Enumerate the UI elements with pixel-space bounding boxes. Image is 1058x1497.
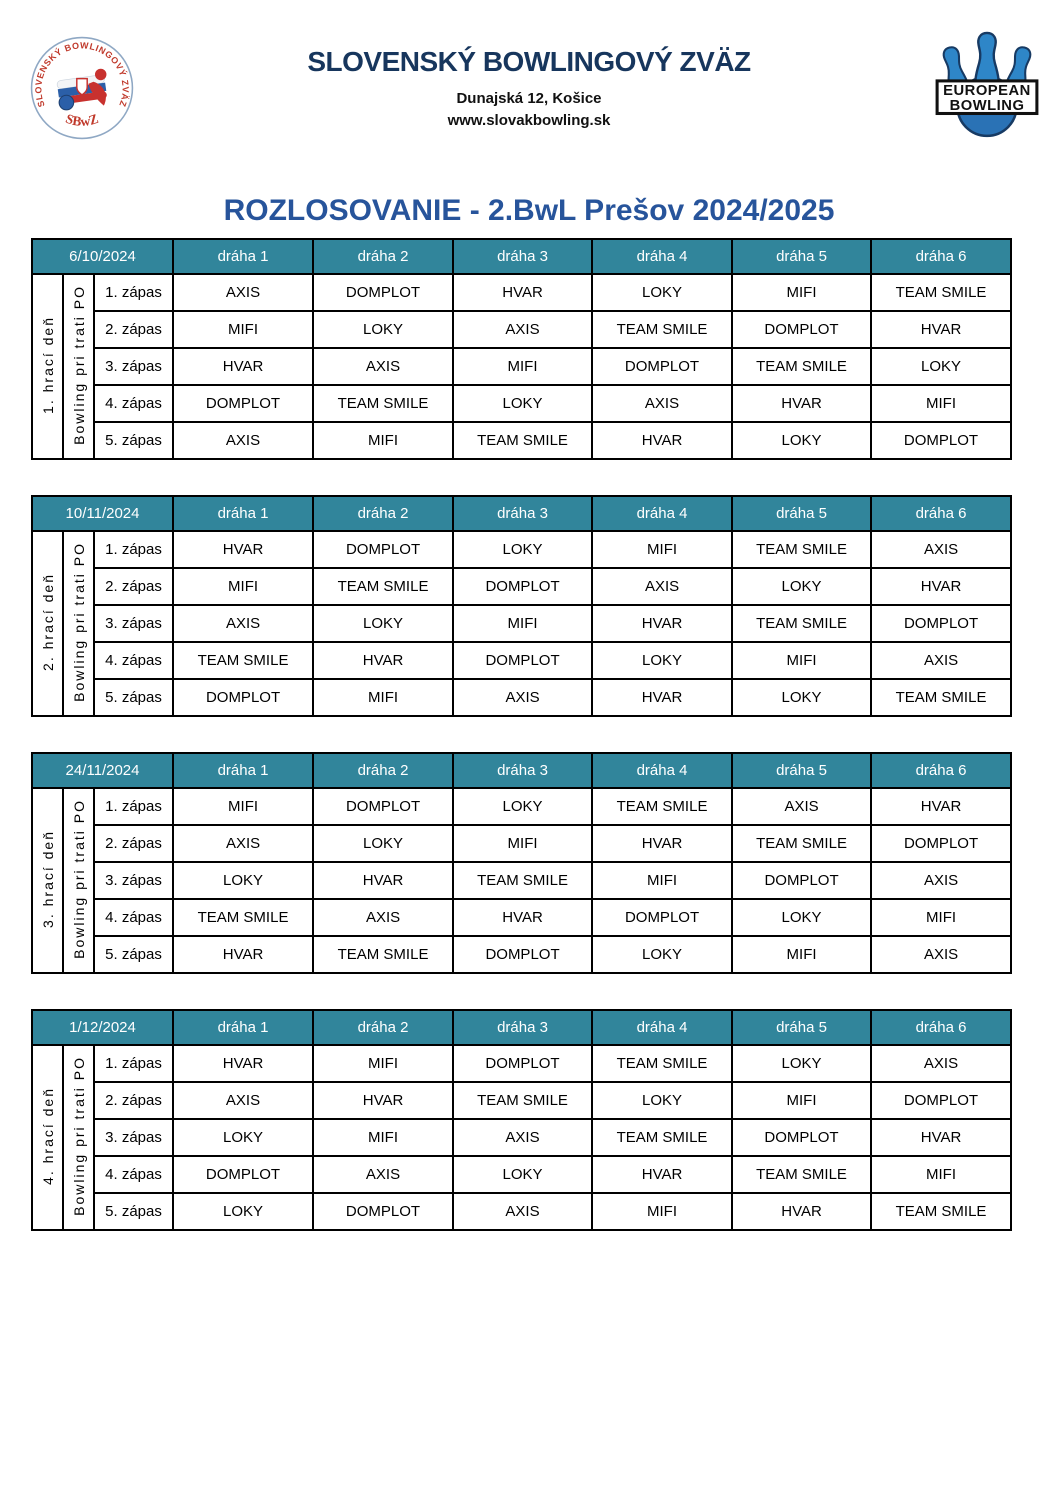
day-label-text: 4. hrací deň: [39, 1086, 56, 1185]
team-cell: AXIS: [453, 679, 592, 716]
team-cell: AXIS: [173, 1082, 313, 1119]
team-cell: HVAR: [732, 385, 871, 422]
match-label: 1. zápas: [94, 531, 173, 568]
team-cell: TEAM SMILE: [732, 348, 871, 385]
team-cell: TEAM SMILE: [732, 531, 871, 568]
team-cell: DOMPLOT: [871, 422, 1011, 459]
match-label: 5. zápas: [94, 1193, 173, 1230]
team-cell: DOMPLOT: [732, 862, 871, 899]
european-bowling-label: [937, 81, 1037, 114]
match-label: 2. zápas: [94, 311, 173, 348]
team-cell: LOKY: [592, 642, 732, 679]
lane-header: dráha 6: [871, 239, 1011, 274]
lane-header: dráha 1: [173, 1010, 313, 1045]
eb-line1: EUROPEAN: [943, 83, 1031, 100]
team-cell: AXIS: [592, 385, 732, 422]
team-cell: AXIS: [871, 862, 1011, 899]
team-cell: DOMPLOT: [173, 1156, 313, 1193]
match-label: 1. zápas: [94, 788, 173, 825]
team-cell: AXIS: [453, 311, 592, 348]
team-cell: TEAM SMILE: [313, 936, 453, 973]
european-bowling-logo: [931, 28, 1043, 144]
team-cell: MIFI: [453, 348, 592, 385]
team-cell: LOKY: [453, 385, 592, 422]
lane-header: dráha 6: [871, 496, 1011, 531]
lane-header: dráha 4: [592, 496, 732, 531]
team-cell: TEAM SMILE: [871, 679, 1011, 716]
match-label: 3. zápas: [94, 348, 173, 385]
match-label: 3. zápas: [94, 605, 173, 642]
lane-header: dráha 3: [453, 1010, 592, 1045]
team-cell: DOMPLOT: [313, 274, 453, 311]
team-cell: TEAM SMILE: [453, 422, 592, 459]
team-cell: MIFI: [313, 422, 453, 459]
sbwz-ring-text: SLOVENSKÝ BOWLINGOVÝ ZVÄZ: [33, 40, 131, 109]
team-cell: TEAM SMILE: [592, 788, 732, 825]
team-cell: DOMPLOT: [313, 788, 453, 825]
venue-label-text: Bowling pri trati PO: [70, 541, 87, 702]
team-cell: AXIS: [871, 1045, 1011, 1082]
date-cell: 6/10/2024: [32, 239, 173, 274]
lane-header: dráha 6: [871, 753, 1011, 788]
team-cell: AXIS: [592, 568, 732, 605]
team-cell: MIFI: [313, 1119, 453, 1156]
venue-label-text: Bowling pri trati PO: [70, 1055, 87, 1216]
lane-header: dráha 2: [313, 239, 453, 274]
team-cell: HVAR: [732, 1193, 871, 1230]
team-cell: MIFI: [453, 825, 592, 862]
team-cell: HVAR: [871, 788, 1011, 825]
venue-label: [63, 788, 94, 973]
lane-header: dráha 4: [592, 753, 732, 788]
team-cell: HVAR: [592, 605, 732, 642]
day-label: [32, 788, 63, 973]
team-cell: HVAR: [173, 531, 313, 568]
match-label: 2. zápas: [94, 825, 173, 862]
team-cell: HVAR: [592, 825, 732, 862]
team-cell: HVAR: [173, 1045, 313, 1082]
team-cell: AXIS: [871, 642, 1011, 679]
team-cell: DOMPLOT: [871, 1082, 1011, 1119]
team-cell: AXIS: [173, 605, 313, 642]
team-cell: LOKY: [453, 531, 592, 568]
match-label: 1. zápas: [94, 274, 173, 311]
org-website: www.slovakbowling.sk: [447, 112, 611, 129]
lane-header: dráha 5: [732, 1010, 871, 1045]
date-cell: 1/12/2024: [32, 1010, 173, 1045]
team-cell: DOMPLOT: [871, 825, 1011, 862]
team-cell: MIFI: [732, 1082, 871, 1119]
team-cell: HVAR: [453, 274, 592, 311]
team-cell: LOKY: [592, 1082, 732, 1119]
team-cell: MIFI: [871, 899, 1011, 936]
team-cell: MIFI: [592, 1193, 732, 1230]
lane-header: dráha 1: [173, 496, 313, 531]
team-cell: LOKY: [592, 936, 732, 973]
team-cell: MIFI: [173, 311, 313, 348]
team-cell: LOKY: [732, 679, 871, 716]
team-cell: MIFI: [871, 385, 1011, 422]
team-cell: AXIS: [871, 936, 1011, 973]
team-cell: TEAM SMILE: [313, 385, 453, 422]
team-cell: MIFI: [173, 788, 313, 825]
team-cell: MIFI: [313, 679, 453, 716]
lane-header: dráha 1: [173, 753, 313, 788]
lane-header: dráha 6: [871, 1010, 1011, 1045]
team-cell: MIFI: [732, 936, 871, 973]
team-cell: HVAR: [871, 311, 1011, 348]
team-cell: LOKY: [732, 899, 871, 936]
day-label: [32, 274, 63, 459]
match-label: 2. zápas: [94, 568, 173, 605]
team-cell: TEAM SMILE: [732, 825, 871, 862]
team-cell: LOKY: [173, 1193, 313, 1230]
team-cell: LOKY: [871, 348, 1011, 385]
team-cell: DOMPLOT: [592, 348, 732, 385]
schedule-table-day-1: [31, 238, 1012, 460]
team-cell: MIFI: [871, 1156, 1011, 1193]
eb-line2: BOWLING: [949, 97, 1025, 114]
page-header: [0, 0, 1058, 160]
day-label-text: 3. hrací deň: [39, 829, 56, 928]
team-cell: DOMPLOT: [313, 1193, 453, 1230]
team-cell: TEAM SMILE: [592, 311, 732, 348]
venue-label: [63, 274, 94, 459]
team-cell: DOMPLOT: [453, 936, 592, 973]
lane-header: dráha 5: [732, 753, 871, 788]
match-label: 1. zápas: [94, 1045, 173, 1082]
team-cell: AXIS: [871, 531, 1011, 568]
team-cell: AXIS: [313, 899, 453, 936]
match-label: 4. zápas: [94, 1156, 173, 1193]
team-cell: TEAM SMILE: [732, 605, 871, 642]
lane-header: dráha 1: [173, 239, 313, 274]
lane-header: dráha 2: [313, 1010, 453, 1045]
venue-label: [63, 531, 94, 716]
match-label: 3. zápas: [94, 1119, 173, 1156]
day-label-text: 2. hrací deň: [39, 572, 56, 671]
team-cell: LOKY: [173, 1119, 313, 1156]
team-cell: AXIS: [313, 348, 453, 385]
lane-header: dráha 3: [453, 753, 592, 788]
lane-header: dráha 3: [453, 496, 592, 531]
team-cell: LOKY: [313, 605, 453, 642]
team-cell: AXIS: [173, 825, 313, 862]
day-label: [32, 531, 63, 716]
team-cell: LOKY: [173, 862, 313, 899]
venue-label: [63, 1045, 94, 1230]
lane-header: dráha 2: [313, 753, 453, 788]
team-cell: TEAM SMILE: [592, 1045, 732, 1082]
day-label-text: 1. hrací deň: [39, 315, 56, 414]
team-cell: HVAR: [592, 1156, 732, 1193]
team-cell: AXIS: [453, 1119, 592, 1156]
lane-header: dráha 4: [592, 1010, 732, 1045]
team-cell: AXIS: [173, 274, 313, 311]
match-label: 2. zápas: [94, 1082, 173, 1119]
team-cell: LOKY: [732, 1045, 871, 1082]
team-cell: LOKY: [453, 788, 592, 825]
team-cell: DOMPLOT: [732, 1119, 871, 1156]
team-cell: HVAR: [592, 679, 732, 716]
team-cell: TEAM SMILE: [871, 1193, 1011, 1230]
team-cell: MIFI: [313, 1045, 453, 1082]
lane-header: dráha 2: [313, 496, 453, 531]
team-cell: MIFI: [732, 642, 871, 679]
team-cell: LOKY: [732, 568, 871, 605]
team-cell: HVAR: [173, 348, 313, 385]
team-cell: MIFI: [173, 568, 313, 605]
team-cell: MIFI: [592, 862, 732, 899]
schedule-table-day-3: [31, 752, 1012, 974]
team-cell: AXIS: [732, 788, 871, 825]
match-label: 5. zápas: [94, 679, 173, 716]
team-cell: TEAM SMILE: [453, 1082, 592, 1119]
team-cell: DOMPLOT: [453, 568, 592, 605]
team-cell: HVAR: [173, 936, 313, 973]
team-cell: HVAR: [871, 568, 1011, 605]
team-cell: HVAR: [871, 1119, 1011, 1156]
team-cell: DOMPLOT: [173, 385, 313, 422]
venue-label-text: Bowling pri trati PO: [70, 798, 87, 959]
venue-label-text: Bowling pri trati PO: [70, 284, 87, 445]
team-cell: TEAM SMILE: [313, 568, 453, 605]
team-cell: LOKY: [313, 825, 453, 862]
team-cell: HVAR: [313, 1082, 453, 1119]
lane-header: dráha 4: [592, 239, 732, 274]
org-name: SLOVENSKÝ BOWLINGOVÝ ZVÄZ: [307, 46, 751, 77]
team-cell: DOMPLOT: [592, 899, 732, 936]
team-cell: MIFI: [592, 531, 732, 568]
team-cell: TEAM SMILE: [871, 274, 1011, 311]
date-cell: 10/11/2024: [32, 496, 173, 531]
org-address: Dunajská 12, Košice: [456, 90, 602, 107]
team-cell: HVAR: [592, 422, 732, 459]
team-cell: DOMPLOT: [173, 679, 313, 716]
match-label: 3. zápas: [94, 862, 173, 899]
team-cell: LOKY: [592, 274, 732, 311]
team-cell: HVAR: [313, 642, 453, 679]
team-cell: AXIS: [453, 1193, 592, 1230]
match-label: 4. zápas: [94, 899, 173, 936]
team-cell: DOMPLOT: [732, 311, 871, 348]
team-cell: TEAM SMILE: [173, 899, 313, 936]
team-cell: AXIS: [173, 422, 313, 459]
match-label: 5. zápas: [94, 936, 173, 973]
team-cell: LOKY: [453, 1156, 592, 1193]
match-label: 4. zápas: [94, 385, 173, 422]
team-cell: DOMPLOT: [453, 642, 592, 679]
team-cell: TEAM SMILE: [453, 862, 592, 899]
team-cell: LOKY: [313, 311, 453, 348]
page-title: ROZLOSOVANIE - 2.BwL Prešov 2024/2025: [223, 194, 835, 227]
team-cell: TEAM SMILE: [732, 1156, 871, 1193]
team-cell: TEAM SMILE: [592, 1119, 732, 1156]
team-cell: MIFI: [453, 605, 592, 642]
team-cell: MIFI: [732, 274, 871, 311]
date-cell: 24/11/2024: [32, 753, 173, 788]
day-label: [32, 1045, 63, 1230]
lane-header: dráha 5: [732, 239, 871, 274]
team-cell: AXIS: [313, 1156, 453, 1193]
match-label: 5. zápas: [94, 422, 173, 459]
team-cell: DOMPLOT: [871, 605, 1011, 642]
team-cell: LOKY: [732, 422, 871, 459]
lane-header: dráha 5: [732, 496, 871, 531]
match-label: 4. zápas: [94, 642, 173, 679]
team-cell: HVAR: [313, 862, 453, 899]
lane-header: dráha 3: [453, 239, 592, 274]
schedule-table-day-4: [31, 1009, 1012, 1231]
team-cell: TEAM SMILE: [173, 642, 313, 679]
team-cell: DOMPLOT: [313, 531, 453, 568]
team-cell: HVAR: [453, 899, 592, 936]
schedule-table-day-2: [31, 495, 1012, 717]
sbwz-abbr-text: SBwZ: [63, 110, 101, 130]
team-cell: DOMPLOT: [453, 1045, 592, 1082]
